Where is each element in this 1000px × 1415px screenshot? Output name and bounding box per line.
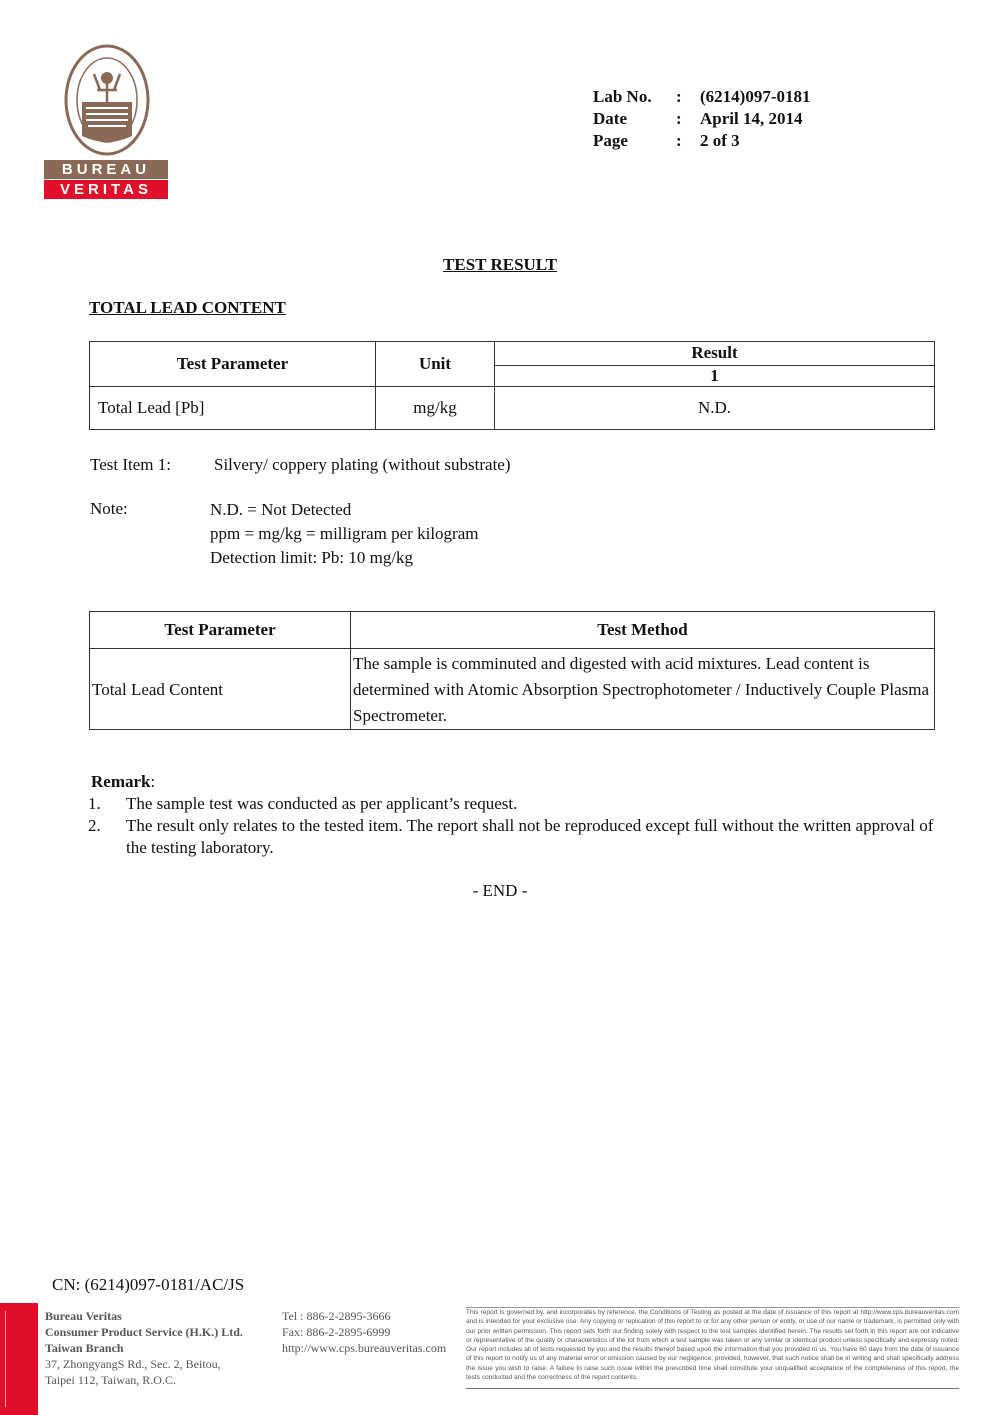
table-row: [90, 387, 935, 430]
header-test-method: Test Method: [351, 612, 935, 649]
case-number: CN: (6214)097-0181/AC/JS: [52, 1275, 245, 1294]
section-title: TOTAL LEAD CONTENT: [89, 298, 286, 317]
test-item-label: Test Item 1:: [90, 455, 171, 474]
header-test-parameter: Test Parameter: [90, 612, 351, 649]
header-result: Result: [495, 342, 935, 366]
test-item: [90, 455, 511, 475]
colon: :: [676, 87, 682, 106]
note-lines: [210, 499, 610, 571]
header-unit: Unit: [376, 342, 495, 387]
footer-company-line: Consumer Product Service (H.K.) Ltd.: [45, 1325, 243, 1339]
header-result-sample-no: 1: [495, 365, 935, 386]
page-title: TEST RESULT: [443, 255, 557, 274]
test-item-value: Silvery/ coppery plating (without substrate): [214, 455, 511, 474]
page-row: [593, 130, 810, 152]
remark-label: Remark: [91, 772, 151, 791]
footer-address-line: 37, ZhongyangS Rd., Sec. 2, Beitou,: [45, 1357, 221, 1371]
list-item-number: 1.: [88, 794, 101, 813]
list-item: [88, 815, 938, 859]
footer-address-line: Taipei 112, Taiwan, R.O.C.: [45, 1373, 176, 1387]
bureau-veritas-logo: [44, 44, 168, 200]
date-value: April 14, 2014: [700, 109, 803, 128]
footer-company: [45, 1308, 243, 1388]
date-label: Date: [593, 109, 627, 128]
logo-seal-icon: [64, 44, 150, 156]
cell-unit: mg/kg: [376, 387, 495, 430]
logo-band-bottom: VERITAS: [44, 180, 168, 199]
footer-accent-bar: [0, 1303, 38, 1415]
note-line: Detection limit: Pb: 10 mg/kg: [210, 548, 414, 567]
list-item-text: The sample test was conducted as per applicant’s request.: [126, 794, 518, 813]
table-row: [90, 649, 935, 730]
footer-contact: [282, 1308, 446, 1356]
end-marker: - END -: [472, 881, 528, 900]
note-label: Note:: [90, 499, 128, 518]
page-label: Page: [593, 131, 628, 150]
lab-no-value: (6214)097-0181: [700, 87, 811, 106]
colon: :: [676, 109, 682, 128]
colon: :: [676, 131, 682, 150]
footer-disclaimer: This report is governed by, and incorporates by reference, the Conditions of Testing as posted at the date of issuance of this report at http://www.cps.bureauveritas.com and is intended for your exclusive use. Any copying or replication of this report to or for any other person or entity, or use of our name or trademark, is permitted only with our prior written permission. This report sets forth our finding solely with respect to the test samples identified herein. The results set forth in this report are not indicative or representative of the quality or characteristics of the lot from which a test sample was taken or any similar or identical product unless specifically and expressly noted. Our report includes all of tests requested by you and the results thereof based upon the information that you provided to us. You have 60 days from the date of issuance of this report to notify us of any material error or omission caused by our negligence; provided, however, that such notice shall be in writing and shall specifically address the issue you wish to raise. A failure to raise such issue within the prescribed time shall constitute your unqualified acceptance of the completeness of this report, the tests conducted and the correctness of the report contents.: [466, 1309, 959, 1382]
page-value: 2 of 3: [700, 131, 740, 150]
list-item: [88, 793, 938, 815]
lab-no-label: Lab No.: [593, 87, 652, 106]
date-row: [593, 108, 810, 130]
results-table: [89, 341, 935, 430]
remark-block: [88, 771, 938, 859]
report-header-info: [593, 86, 810, 152]
header-test-parameter: Test Parameter: [90, 342, 376, 387]
footer-tel: Tel : 886-2-2895-3666: [282, 1309, 391, 1323]
method-table: [89, 611, 935, 730]
logo-band-top: BUREAU: [44, 160, 168, 179]
footer-divider: [466, 1388, 959, 1389]
list-item-text: The result only relates to the tested item. The report shall not be reproduced except full without the written approval of the testing laboratory.: [126, 816, 934, 857]
cell-param: Total Lead Content: [90, 649, 351, 730]
remark-heading: [88, 771, 938, 793]
lab-no-row: [593, 86, 810, 108]
cell-param: Total Lead [Pb]: [90, 387, 376, 430]
note-line: ppm = mg/kg = milligram per kilogram: [210, 524, 479, 543]
cell-method: The sample is comminuted and digested with acid mixtures. Lead content is determined with Atomic Absorption Spectrophotometer / Inductively Couple Plasma Spectrometer.: [351, 649, 935, 730]
footer-company-line: Bureau Veritas: [45, 1309, 122, 1323]
footer-company-line: Taiwan Branch: [45, 1341, 124, 1355]
note-line: N.D. = Not Detected: [210, 500, 352, 519]
remark-colon: :: [150, 772, 156, 791]
cell-result: N.D.: [495, 387, 935, 430]
list-item-number: 2.: [88, 816, 101, 835]
footer-fax: Fax: 886-2-2895-6999: [282, 1325, 391, 1339]
footer-website-link[interactable]: http://www.cps.bureauveritas.com: [282, 1341, 447, 1355]
